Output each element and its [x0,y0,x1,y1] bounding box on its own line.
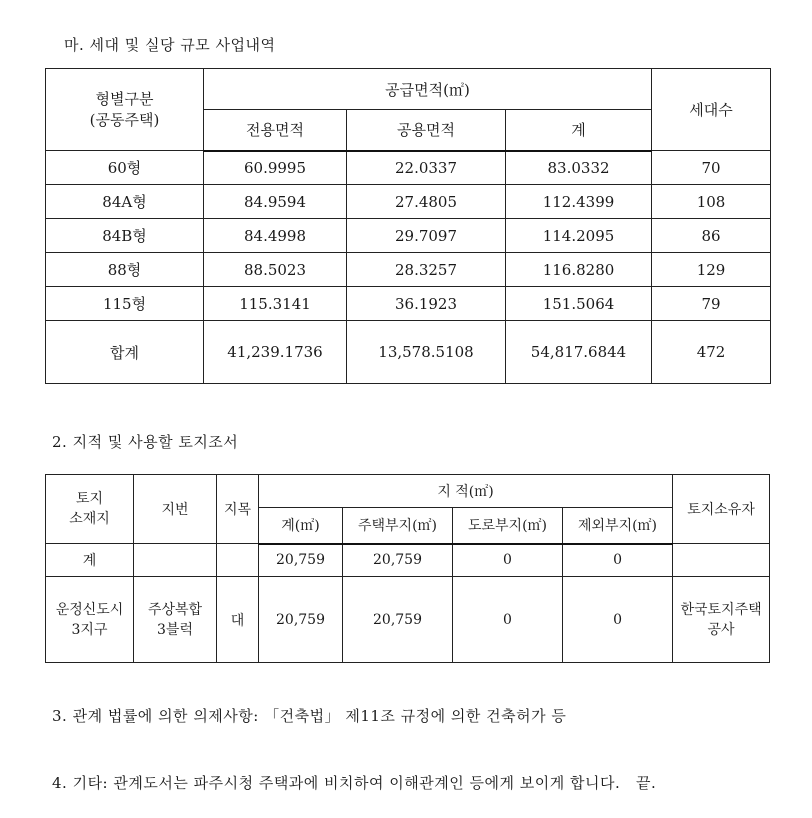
type-cell: 84A형 [46,185,204,219]
land-owner-cell: 한국토지주택 공사 [673,577,770,663]
excluded-site-header: 제외부지(㎡) [563,508,673,544]
exclusive-area-cell: 84.4998 [204,219,347,253]
type-header: 형별구분 (공동주택) [46,69,204,151]
common-area-cell: 27.4805 [347,185,506,219]
households-cell: 129 [652,253,771,287]
total-area-cell: 54,817.6844 [506,321,652,384]
total-area-cell: 116.8280 [506,253,652,287]
area-total-cell: 20,759 [259,544,343,577]
excluded-site-cell: 0 [563,577,673,663]
section-3-text: 3. 관계 법률에 의한 의제사항: 「건축법」 제11조 규정에 의한 건축허가 등 [52,707,567,725]
table-row [46,287,771,321]
land-owner-header: 토지소유자 [673,475,770,544]
road-site-cell: 0 [453,544,563,577]
supply-area-table [45,68,771,384]
exclusive-area-header: 전용면적 [204,110,347,151]
lot-number-cell [134,544,217,577]
table-row [46,577,770,663]
household-count-header: 세대수 [652,69,771,151]
land-category-header: 지목 [217,475,259,544]
exclusive-area-cell: 115.3141 [204,287,347,321]
table-row [46,253,771,287]
area-total-header: 계(㎡) [259,508,343,544]
lot-number-header: 지번 [134,475,217,544]
common-area-cell: 28.3257 [347,253,506,287]
land-category-cell: 대 [217,577,259,663]
table-row [46,219,771,253]
households-cell: 79 [652,287,771,321]
common-area-header: 공용면적 [347,110,506,151]
land-owner-cell [673,544,770,577]
road-site-header: 도로부지(㎡) [453,508,563,544]
type-cell: 60형 [46,151,204,185]
total-row [46,321,771,384]
land-area-header: 지 적(㎡) [259,475,673,508]
housing-site-cell: 20,759 [343,577,453,663]
supply-area-header: 공급면적(㎡) [204,69,652,110]
housing-site-cell: 20,759 [343,544,453,577]
total-area-cell: 114.2095 [506,219,652,253]
households-cell: 86 [652,219,771,253]
location-cell: 계 [46,544,134,577]
type-cell: 115형 [46,287,204,321]
total-row [46,544,770,577]
total-area-header: 계 [506,110,652,151]
type-cell: 88형 [46,253,204,287]
section-4-text: 4. 기타: 관계도서는 파주시청 주택과에 비치하여 이해관계인 등에게 보이게 합니다. 끝. [52,774,657,792]
area-total-cell: 20,759 [259,577,343,663]
type-cell: 합계 [46,321,204,384]
common-area-cell: 22.0337 [347,151,506,185]
table-row [46,185,771,219]
housing-site-header: 주택부지(㎡) [343,508,453,544]
total-area-cell: 151.5064 [506,287,652,321]
land-register-table [45,474,770,663]
households-cell: 108 [652,185,771,219]
road-site-cell: 0 [453,577,563,663]
section-2-heading: 2. 지적 및 사용할 토지조서 [52,433,239,451]
excluded-site-cell: 0 [563,544,673,577]
section-ma-heading: 마. 세대 및 실당 규모 사업내역 [64,36,276,54]
table-row [46,151,771,185]
lot-number-cell: 주상복합 3블럭 [134,577,217,663]
exclusive-area-cell: 84.9594 [204,185,347,219]
exclusive-area-cell: 60.9995 [204,151,347,185]
common-area-cell: 36.1923 [347,287,506,321]
households-cell: 70 [652,151,771,185]
land-category-cell [217,544,259,577]
total-area-cell: 83.0332 [506,151,652,185]
total-area-cell: 112.4399 [506,185,652,219]
location-cell: 운정신도시 3지구 [46,577,134,663]
common-area-cell: 29.7097 [347,219,506,253]
location-header: 토지 소재지 [46,475,134,544]
type-cell: 84B형 [46,219,204,253]
exclusive-area-cell: 88.5023 [204,253,347,287]
households-cell: 472 [652,321,771,384]
common-area-cell: 13,578.5108 [347,321,506,384]
exclusive-area-cell: 41,239.1736 [204,321,347,384]
